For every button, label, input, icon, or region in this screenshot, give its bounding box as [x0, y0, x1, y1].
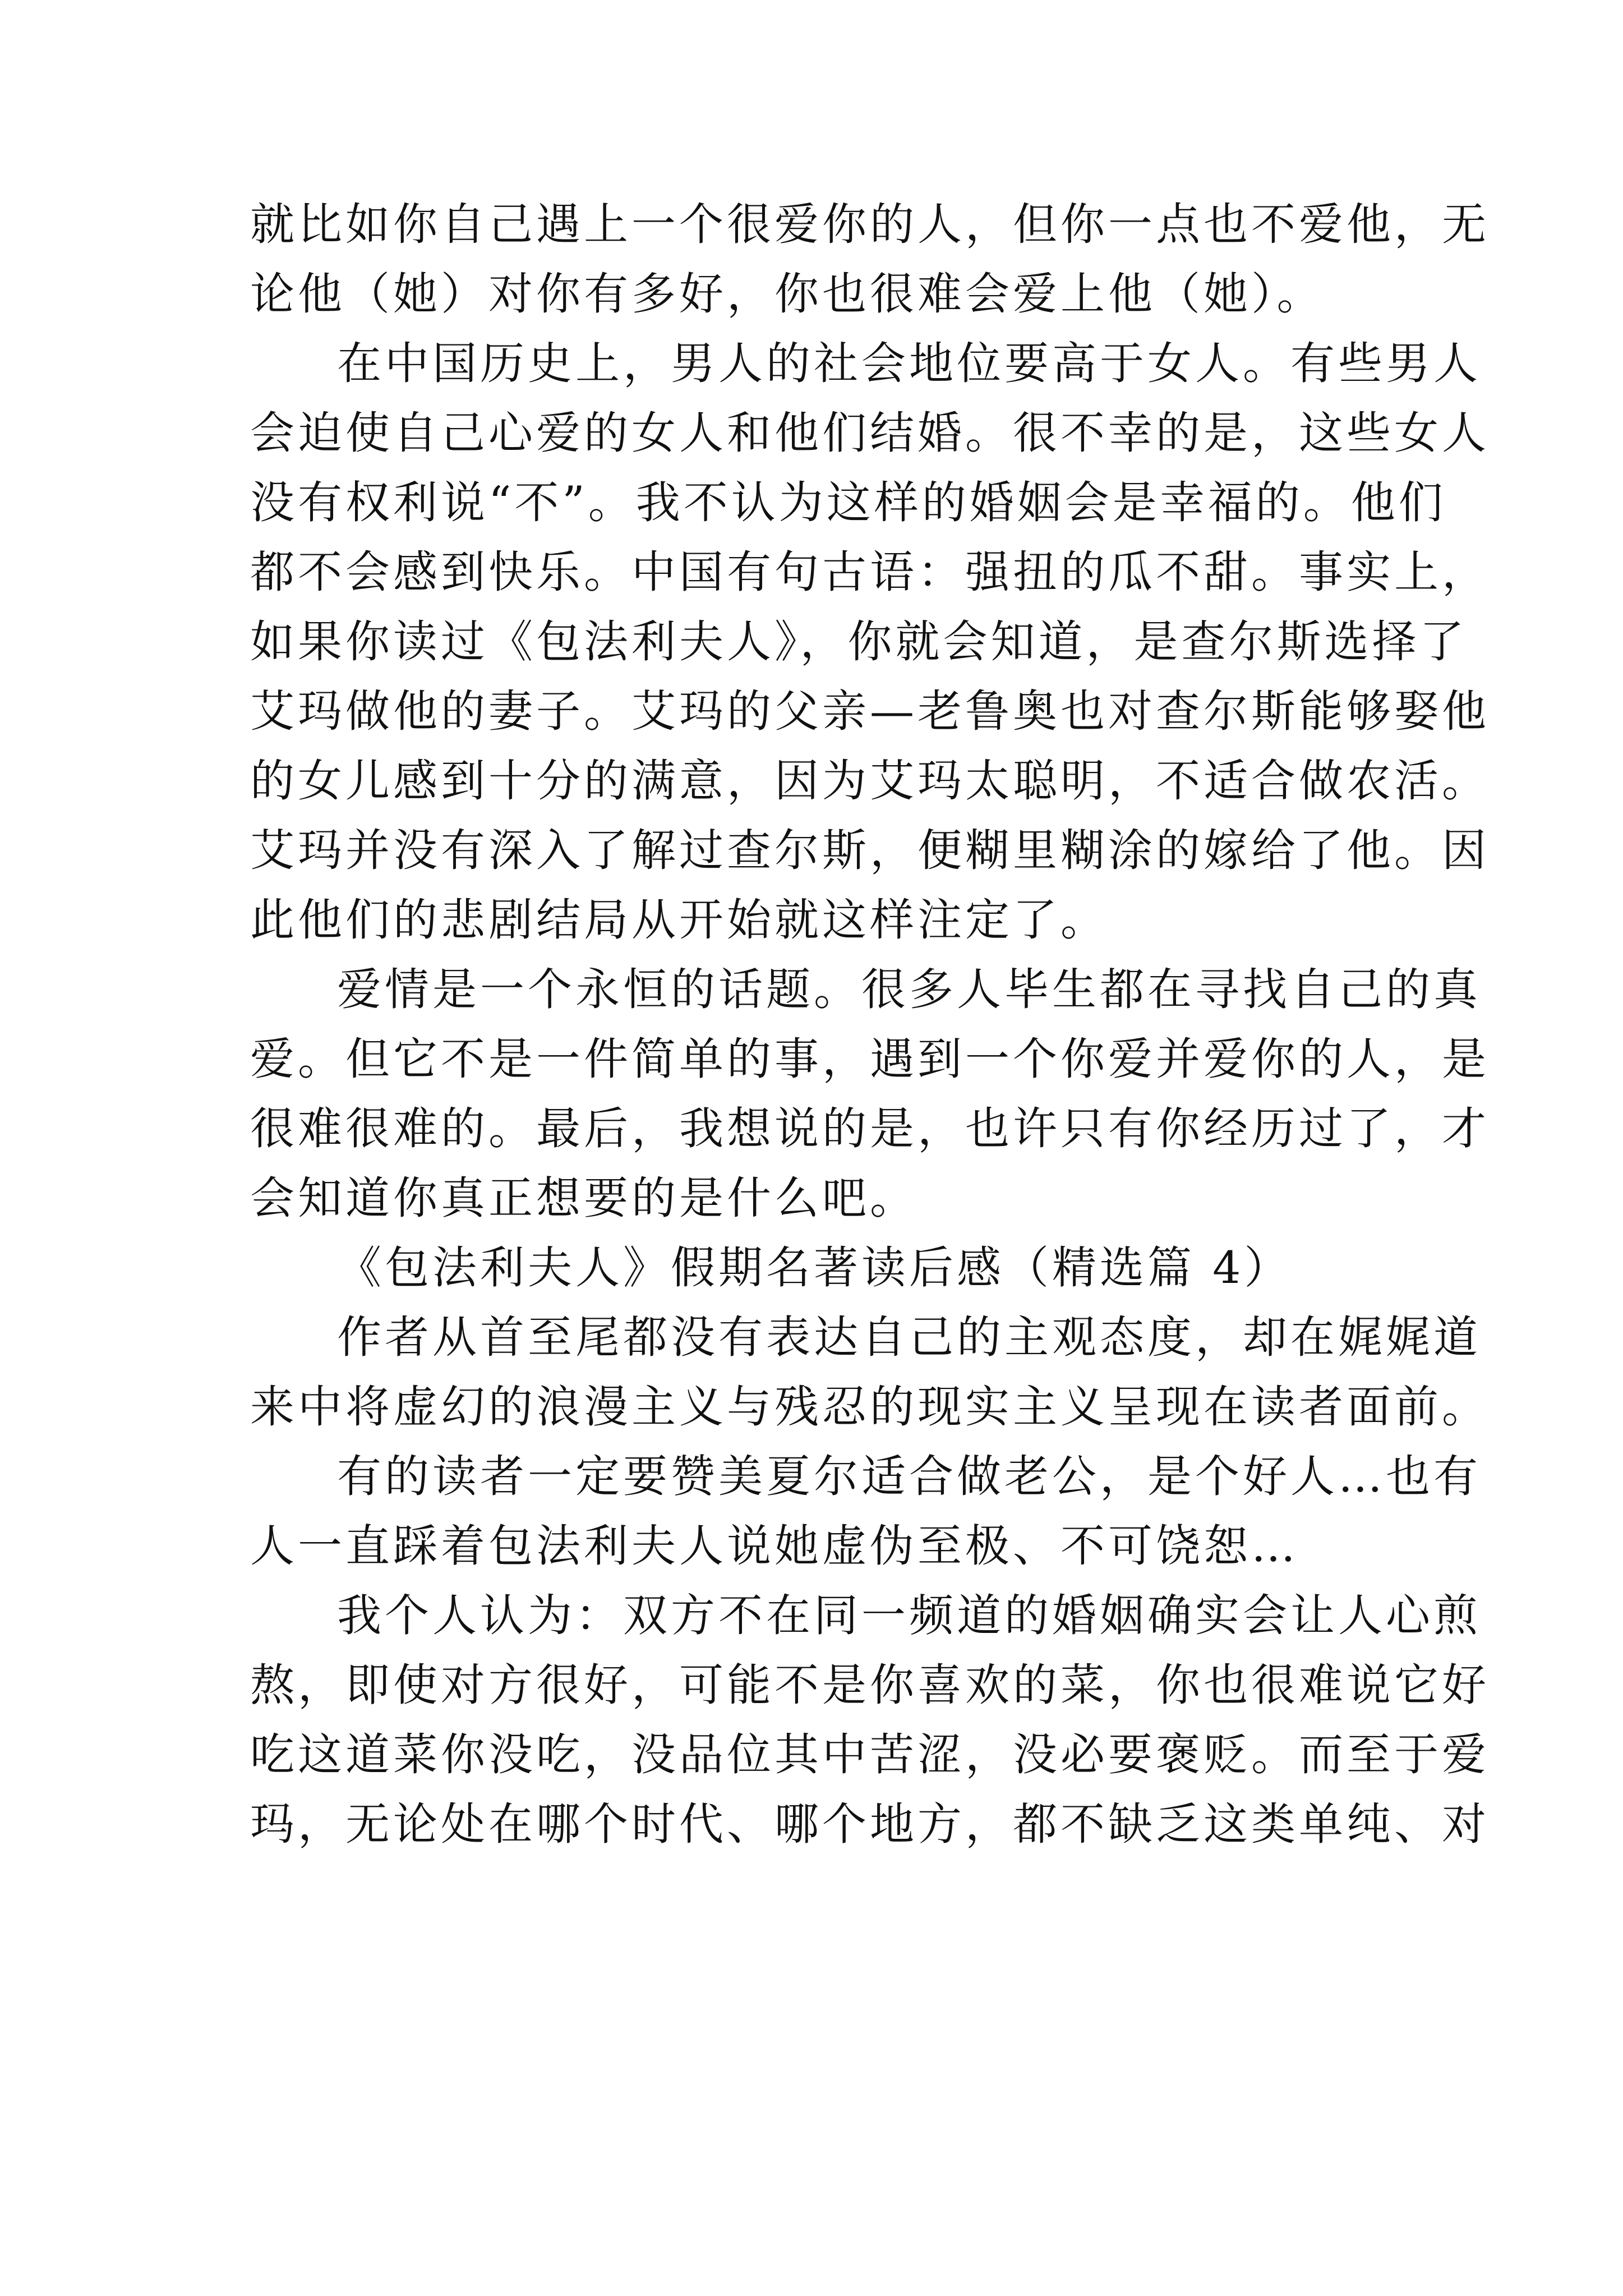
paragraph-first-line: 我个人认为：双方不在同一频道的婚姻确实会让人心煎: [337, 1590, 1481, 1641]
paragraph-first-line: 作者从首至尾都没有表达自己的主观态度，却在娓娓道: [337, 1312, 1481, 1363]
text-line: 爱。但它不是一件简单的事，遇到一个你爱并爱你的人，是: [250, 1033, 1490, 1085]
text-line: 艾玛做他的妻子。艾玛的父亲—老鲁奥也对查尔斯能够娶他: [250, 685, 1490, 737]
section-heading: 《包法利夫人》假期名著读后感（精选篇 4）: [337, 1242, 1292, 1294]
text-line: 会迫使自己心爱的女人和他们结婚。很不幸的是，这些女人: [250, 407, 1490, 459]
text-line: 此他们的悲剧结局从开始就这样注定了。: [250, 894, 1108, 946]
paragraph-first-line: 有的读者一定要赞美夏尔适合做老公，是个好人…也有: [337, 1451, 1481, 1502]
text-line: 艾玛并没有深入了解过查尔斯，便糊里糊涂的嫁给了他。因: [250, 825, 1490, 876]
text-line: 吃这道菜你没吃，没品位其中苦涩，没必要褒贬。而至于爱: [250, 1729, 1490, 1780]
text-line: 没有权利说“不”。我不认为这样的婚姻会是幸福的。他们: [250, 477, 1446, 528]
paragraph-first-line: 在中国历史上，男人的社会地位要高于女人。有些男人: [337, 338, 1481, 389]
text-line: 论他（她）对你有多好，你也很难会爱上他（她）。: [250, 268, 1325, 320]
text-line: 很难很难的。最后，我想说的是，也许只有你经历过了，才: [250, 1103, 1490, 1154]
text-line: 就比如你自己遇上一个很爱你的人，但你一点也不爱他，无: [250, 199, 1490, 250]
text-line: 玛，无论处在哪个时代、哪个地方，都不缺乏这类单纯、对: [250, 1798, 1490, 1850]
text-line: 都不会感到快乐。中国有句古语：强扭的瓜不甜。事实上，: [250, 546, 1490, 598]
paragraph-first-line: 爱情是一个永恒的话题。很多人毕生都在寻找自己的真: [337, 964, 1481, 1015]
text-line: 熬，即使对方很好，可能不是你喜欢的菜，你也很难说它好: [250, 1659, 1490, 1711]
text-line: 会知道你真正想要的是什么吧。: [250, 1172, 917, 1224]
text-line: 人一直踩着包法利夫人说她虚伪至极、不可饶恕…: [250, 1520, 1299, 1572]
text-line: 的女儿感到十分的满意，因为艾玛太聪明，不适合做农活。: [250, 755, 1490, 807]
text-line: 来中将虚幻的浪漫主义与残忍的现实主义呈现在读者面前。: [250, 1381, 1490, 1433]
text-line: 如果你读过《包法利夫人》，你就会知道，是查尔斯选择了: [250, 616, 1468, 668]
document-body: [250, 197, 1490, 1867]
